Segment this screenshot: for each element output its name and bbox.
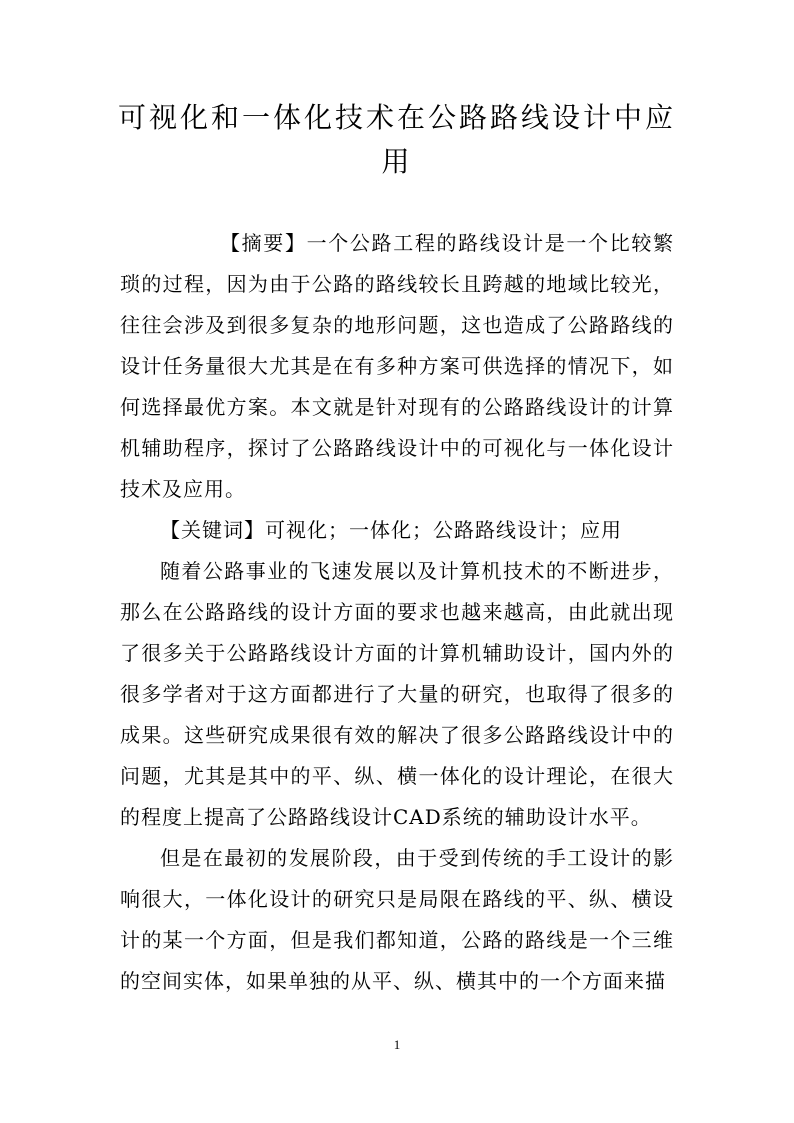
page-number: 1 xyxy=(393,1037,401,1052)
body-paragraph: 随着公路事业的飞速发展以及计算机技术的不断进步，那么在公路路线的设计方面的要求也越来越高，由此就出现了很多关于公路路线设计方面的计算机辅助设计，国内外的很多学者对于这方面都进行了大量的研究，也取得了很多的成果。这些研究成果很有效的解决了很多公路路线设计中的问题，尤其是其中的平、纵、横一体化的设计理论，在很大的程度上提高了公路路线设计CAD系统的辅助设计水平。 xyxy=(120,559,674,829)
abstract-paragraph: 【摘要】一个公路工程的路线设计是一个比较繁琐的过程，因为由于公路的路线较长且跨越的地域比较光，往往会涉及到很多复杂的地形问题，这也造成了公路路线的设计任务量很大尤其是在有多种方案可供选择的情况下，如何选择最优方案。本文就是针对现有的公路路线设计的计算机辅助程序，探讨了公路路线设计中的可视化与一体化设计技术及应用。 xyxy=(120,231,674,501)
keywords-paragraph: 【关键词】可视化；一体化；公路路线设计；应用 xyxy=(160,518,622,542)
body-paragraph: 但是在最初的发展阶段，由于受到传统的手工设计的影响很大，一体化设计的研究只是局限在路线的平、纵、横设计的某一个方面，但是我们都知道，公路的路线是一个三维的空间实体，如果单独的从平、纵、横其中的一个方面来描 xyxy=(120,846,674,993)
document-title: 可视化和一体化技术在公路路线设计中应用 xyxy=(118,101,677,178)
